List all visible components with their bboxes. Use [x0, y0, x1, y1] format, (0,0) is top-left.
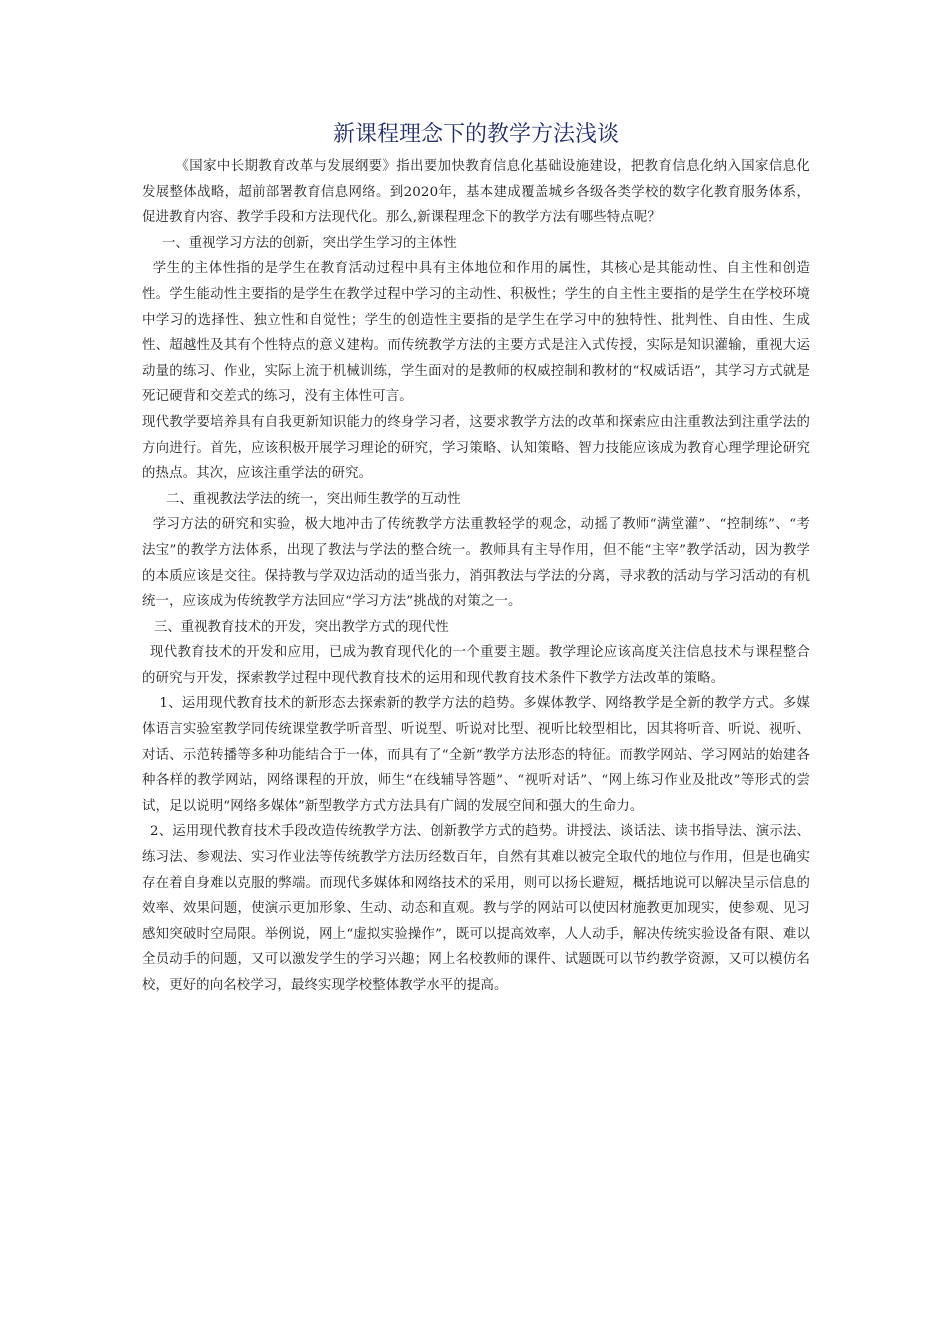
section-2-paragraph-1: 学习方法的研究和实验，极大地冲击了传统教学方法重教轻学的观念，动摇了教师“满堂灌”、“控制练”、“考法宝”的教学方法体系，出现了教法与学法的整合统一。教师具有主导作用，但不能“主宰”教学活动，因为教学的本质应该是交往。保持教与学双边活动的适当张力，消弭教法与学法的分离，寻求教的活动与学习活动的有机统一，应该成为传统教学方法回应“学习方法”挑战的对策之一。: [142, 517, 810, 610]
section-1-paragraph-2: 现代教学要培养具有自我更新知识能力的终身学习者，这要求教学方法的改革和探索应由注重教法到注重学法的方向进行。首先，应该积极开展学习理论的研究，学习策略、认知策略、智力技能应该成为教育心理学理论研究的热点。其次，应该注重学法的研究。: [142, 414, 810, 482]
section-heading-2: 二、重视教法学法的统一，突出师生教学的互动性: [166, 491, 461, 507]
section-3-paragraph-1: 现代教育技术的开发和应用，已成为教育现代化的一个重要主题。教学理论应该高度关注信息技术与课程整合的研究与开发，探索教学过程中现代教育技术的运用和现代教育技术条件下教学方法改革的策略。: [142, 645, 810, 686]
section-1-paragraph-1: 学生的主体性指的是学生在教育活动过程中具有主体地位和作用的属性，其核心是其能动性、自主性和创造性。学生能动性主要指的是学生在教学过程中学习的主动性、积极性；学生的自主性主要指的是学生在学校环境中学习的选择性、独立性和自觉性；学生的创造性主要指的是学生在学习中的独特性、批判性、自由性、生成性、超越性及其有个性特点的意义建构。而传统教学方法的主要方式是注入式传授，实际是知识灌输，重视大运动量的练习、作业，实际上流于机械训练，学生面对的是教师的权威控制和教材的“权威话语”，其学习方式就是死记硬背和交差式的练习，没有主体性可言。: [142, 261, 810, 405]
section-3-item-2: 2、运用现代教育技术手段改造传统教学方法、创新教学方式的趋势。讲授法、谈话法、读书指导法、演示法、练习法、参观法、实习作业法等传统教学方法历经数百年，自然有其难以被完全取代的地位与作用，但是也确实存在着自身难以克服的弊端。而现代多媒体和网络技术的采用，则可以扬长避短，概括地说可以解决呈示信息的效率、效果问题，使演示更加形象、生动、动态和直观。教与学的网站可以使因材施教更加现实，使参观、见习感知突破时空局限。举例说，网上“虚拟实验操作”，既可以提高效率，人人动手，解决传统实验设备有限、难以全员动手的问题，又可以激发学生的学习兴趣；网上名校教师的课件、试题既可以节约教学资源，又可以模仿名校，更好的向名校学习，最终实现学校整体教学水平的提高。: [142, 824, 810, 993]
section-heading-1: 一、重视学习方法的创新，突出学生学习的主体性: [162, 235, 457, 251]
document-title: 新课程理念下的教学方法浅谈: [332, 122, 619, 147]
document-page: [142, 118, 810, 999]
section-3-item-1: 1、运用现代教育技术的新形态去探索新的教学方法的趋势。多媒体教学、网络教学是全新的教学方式。多媒体语言实验室教学同传统课堂教学听音型、听说型、听说对比型、视听比较型相比，因其将听音、听说、视听、对话、示范转播等多种功能结合于一体，而具有了“全新”教学方法形态的特征。而教学网站、学习网站的始建各种各样的教学网站，网络课程的开放，师生“在线辅导答题”、“视听对话”、“网上练习作业及批改”等形式的尝试，足以说明“网络多媒体”新型教学方式方法具有广阔的发展空间和强大的生命力。: [142, 696, 810, 814]
section-heading-3: 三、重视教育技术的开发，突出教学方式的现代性: [154, 619, 449, 635]
intro-paragraph: 《国家中长期教育改革与发展纲要》指出要加快教育信息化基础设施建设，把教育信息化纳入国家信息化发展整体战略，超前部署教育信息网络。到2020年，基本建成覆盖城乡各级各类学校的数字化教育服务体系，促进教育内容、教学手段和方法现代化。那么,新课程理念下的教学方法有哪些特点呢？: [142, 159, 810, 226]
